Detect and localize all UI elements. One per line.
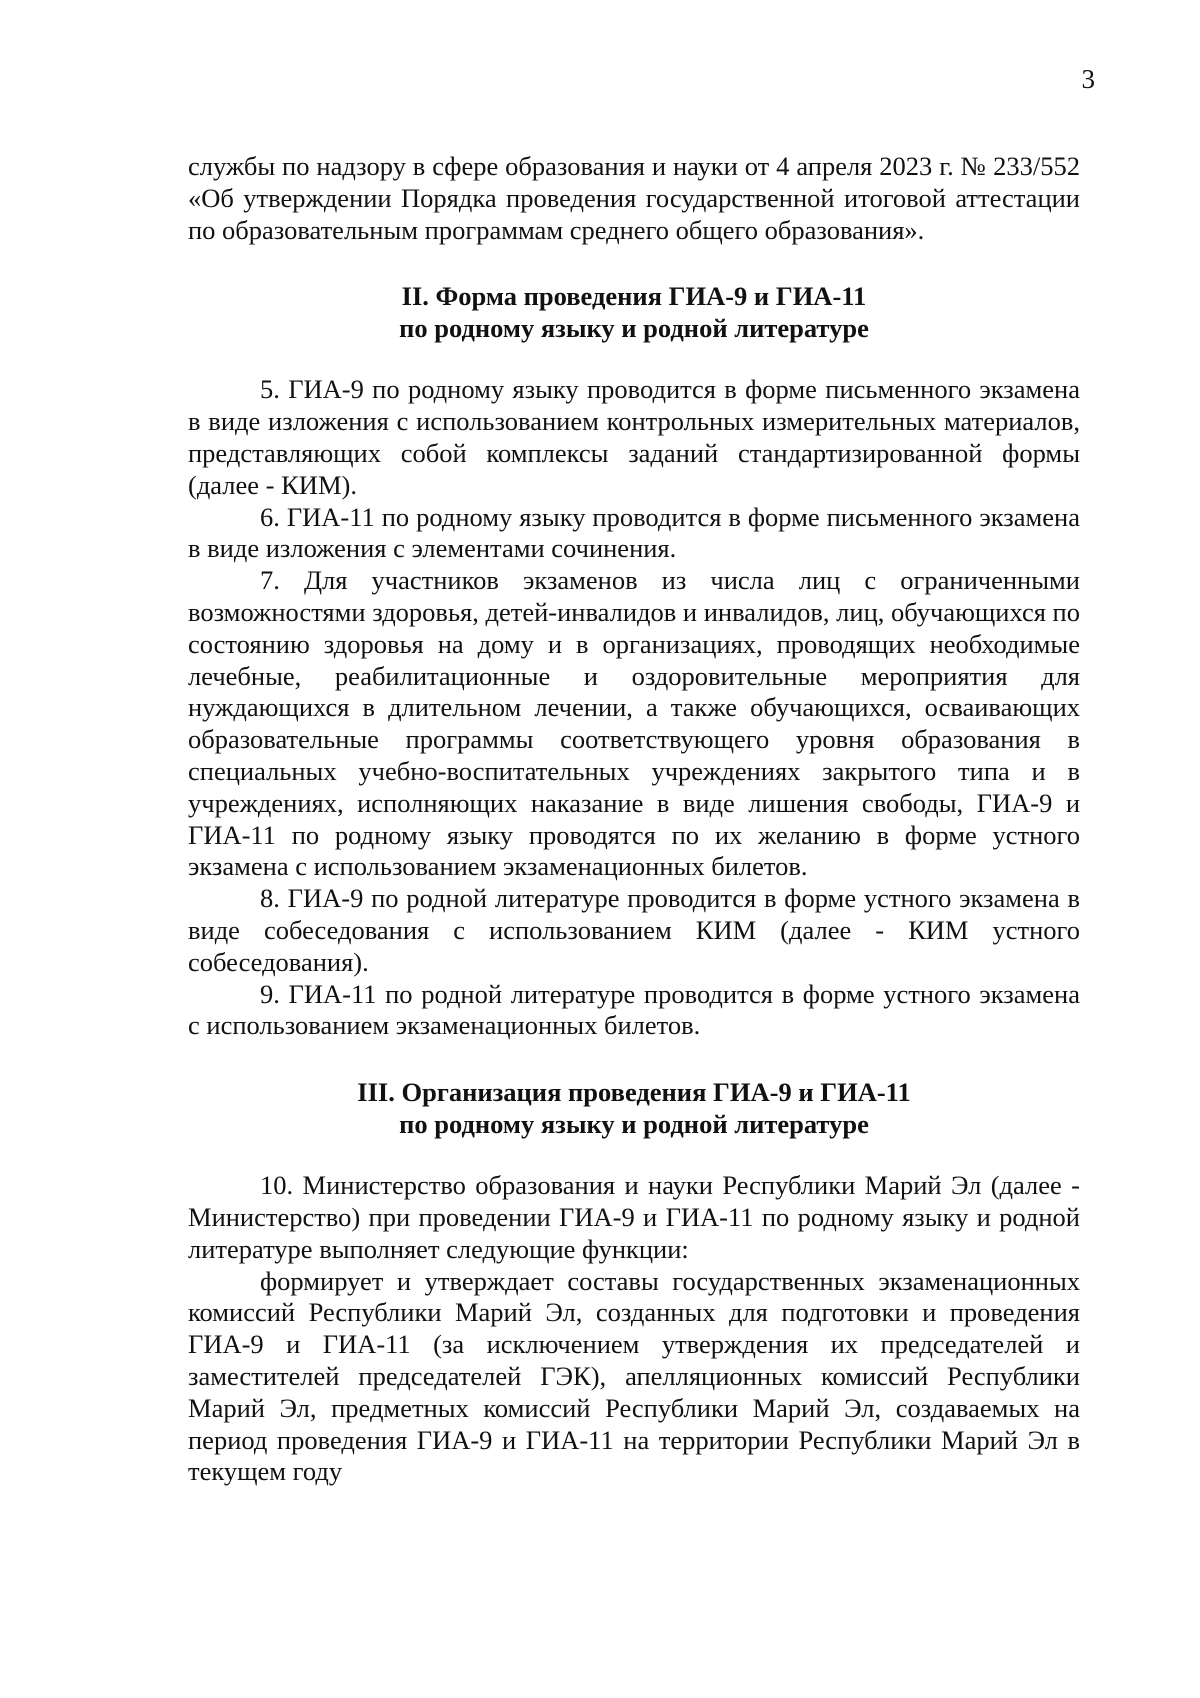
paragraph-10: 10. Министерство образования и науки Республики Марий Эл (далее - Министерство) при проведении ГИА-9 и ГИА-11 по родному языку и родной литературе выполняет следующие функции: <box>188 1170 1080 1264</box>
section-3-title-line-1: III. Организация проведения ГИА-9 и ГИА-11 <box>357 1077 911 1108</box>
section-2-title-line-1: II. Форма проведения ГИА-9 и ГИА-11 <box>401 281 867 312</box>
section-3-body <box>188 1170 1080 1488</box>
section-2-body <box>188 374 1080 1042</box>
section-2-heading <box>188 280 1080 344</box>
paragraph-8: 8. ГИА-9 по родной литературе проводится в форме устного экзамена в виде собеседования с использованием КИМ (далее - КИМ устного собеседования). <box>188 883 1080 977</box>
paragraph-7: 7. Для участников экзаменов из числа лиц с ограниченными возможностями здоровья, детей-инвалидов и инвалидов, лиц, обучающихся по состоянию здоровья на дому и в организациях, проводящих необходимые лечебные, реабилитационные и оздоровительные мероприятия для нуждающихся в длительном лечении, а также обучающихся, осваивающих образовательные программы соответствующего уровня образования в специальных учебно-воспитательных учреждениях закрытого типа и в учреждениях, исполняющих наказание в виде лишения свободы, ГИА-9 и ГИА-11 по родному языку проводятся по их желанию в форме устного экзамена с использованием экзаменационных билетов. <box>188 565 1080 882</box>
page-number: 3 <box>1081 64 1095 94</box>
paragraph-9: 9. ГИА-11 по родной литературе проводится в форме устного экзамена с использованием экзаменационных билетов. <box>188 978 1080 1041</box>
section-3-title-line-2: по родному языку и родной литературе <box>399 1109 869 1140</box>
section-3-heading <box>188 1076 1080 1140</box>
paragraph-10-functions: формирует и утверждает составы государственных экзаменационных комиссий Республики Марий Эл, созданных для подготовки и проведения ГИА-9 и ГИА-11 (за исключением утверждения их председателей и заместителей председателей ГЭК), апелляционных комиссий Республики Марий Эл, предметных комиссий Республики Марий Эл, создаваемых на период проведения ГИА-9 и ГИА-11 на территории Республики Марий Эл в текущем году <box>188 1265 1080 1487</box>
intro-paragraph: службы по надзору в сфере образования и науки от 4 апреля 2023 г. № 233/552 «Об утверждении Порядка проведения государственной итоговой аттестации по образовательным программам среднего общего образования». <box>188 151 1080 245</box>
section-2-title-line-2: по родному языку и родной литературе <box>399 313 869 344</box>
paragraph-6: 6. ГИА-11 по родному языку проводится в форме письменного экзамена в виде изложения с элементами сочинения. <box>188 501 1080 564</box>
paragraph-5: 5. ГИА-9 по родному языку проводится в форме письменного экзамена в виде изложения с использованием контрольных измерительных материалов, представляющих собой комплексы заданий стандартизированной формы (далее - КИМ). <box>188 374 1080 500</box>
document-body <box>188 151 1080 1488</box>
